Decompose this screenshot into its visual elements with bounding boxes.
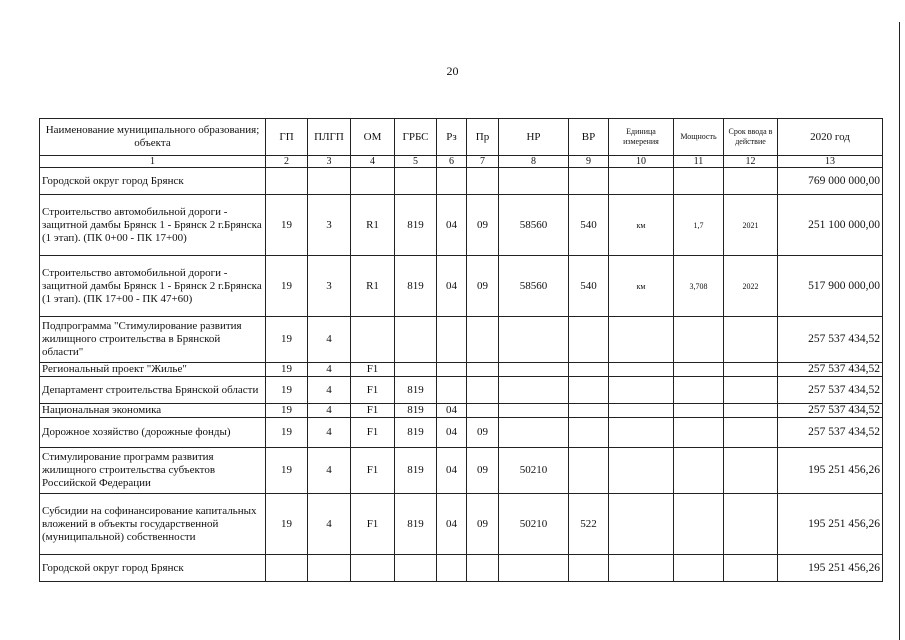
row-vr xyxy=(569,363,609,377)
row-power xyxy=(674,448,724,494)
row-power: 3,708 xyxy=(674,256,724,317)
row-nr: 58560 xyxy=(499,256,569,317)
row-name: Национальная экономика xyxy=(40,404,266,418)
row-grbs: 819 xyxy=(395,494,437,555)
row-grbs xyxy=(395,168,437,195)
row-gp: 19 xyxy=(266,195,308,256)
row-pr: 09 xyxy=(467,256,499,317)
row-unit xyxy=(609,418,674,448)
row-power xyxy=(674,317,724,363)
table-row xyxy=(40,168,883,195)
row-term: 2021 xyxy=(724,195,778,256)
row-nr xyxy=(499,377,569,404)
row-nr xyxy=(499,555,569,582)
row-amount: 251 100 000,00 xyxy=(778,195,883,256)
row-grbs: 819 xyxy=(395,404,437,418)
header-power: Мощность xyxy=(674,119,724,156)
row-grbs: 819 xyxy=(395,195,437,256)
row-rz: 04 xyxy=(437,494,467,555)
page-number: 20 xyxy=(446,64,459,78)
row-gp xyxy=(266,555,308,582)
column-number: 11 xyxy=(674,156,724,168)
row-amount: 517 900 000,00 xyxy=(778,256,883,317)
row-unit: км xyxy=(609,256,674,317)
row-rz: 04 xyxy=(437,404,467,418)
header-gp: ГП xyxy=(266,119,308,156)
row-pr: 09 xyxy=(467,494,499,555)
row-unit xyxy=(609,363,674,377)
row-amount: 257 537 434,52 xyxy=(778,418,883,448)
row-unit xyxy=(609,494,674,555)
row-om: F1 xyxy=(351,404,395,418)
row-vr: 522 xyxy=(569,494,609,555)
row-nr: 50210 xyxy=(499,448,569,494)
row-gp xyxy=(266,168,308,195)
row-grbs: 819 xyxy=(395,377,437,404)
row-name: Городской округ город Брянск xyxy=(40,555,266,582)
row-rz xyxy=(437,363,467,377)
row-pr xyxy=(467,317,499,363)
row-om xyxy=(351,168,395,195)
header-year: 2020 год xyxy=(778,119,883,156)
table-row xyxy=(40,555,883,582)
row-plgp: 4 xyxy=(308,363,351,377)
row-vr: 540 xyxy=(569,195,609,256)
column-number: 7 xyxy=(467,156,499,168)
row-name: Подпрограмма "Стимулирование развития жилищного строительства в Брянской области" xyxy=(40,317,266,363)
header-unit: Единица измерения xyxy=(609,119,674,156)
row-pr: 09 xyxy=(467,448,499,494)
row-plgp: 4 xyxy=(308,377,351,404)
column-number: 9 xyxy=(569,156,609,168)
header-nr: НР xyxy=(499,119,569,156)
page-edge-rule xyxy=(899,22,900,640)
table-row xyxy=(40,494,883,555)
row-grbs xyxy=(395,363,437,377)
table-header-row xyxy=(40,119,883,156)
row-pr: 09 xyxy=(467,418,499,448)
row-amount: 257 537 434,52 xyxy=(778,363,883,377)
row-term xyxy=(724,363,778,377)
row-plgp: 4 xyxy=(308,494,351,555)
row-vr xyxy=(569,168,609,195)
row-plgp: 3 xyxy=(308,195,351,256)
table-row xyxy=(40,404,883,418)
table-row xyxy=(40,418,883,448)
row-unit xyxy=(609,448,674,494)
row-amount: 257 537 434,52 xyxy=(778,404,883,418)
row-rz xyxy=(437,317,467,363)
row-plgp: 4 xyxy=(308,317,351,363)
row-grbs xyxy=(395,555,437,582)
row-rz xyxy=(437,555,467,582)
row-power xyxy=(674,404,724,418)
row-gp: 19 xyxy=(266,404,308,418)
table-row xyxy=(40,377,883,404)
row-grbs: 819 xyxy=(395,418,437,448)
row-unit xyxy=(609,317,674,363)
row-power xyxy=(674,377,724,404)
row-term xyxy=(724,494,778,555)
row-plgp xyxy=(308,555,351,582)
row-pr xyxy=(467,377,499,404)
row-term xyxy=(724,555,778,582)
row-nr xyxy=(499,317,569,363)
row-power xyxy=(674,168,724,195)
table-row xyxy=(40,256,883,317)
row-grbs: 819 xyxy=(395,256,437,317)
column-number: 10 xyxy=(609,156,674,168)
table-row xyxy=(40,448,883,494)
row-vr: 540 xyxy=(569,256,609,317)
row-vr xyxy=(569,377,609,404)
row-rz xyxy=(437,377,467,404)
row-gp: 19 xyxy=(266,317,308,363)
row-nr xyxy=(499,404,569,418)
column-number: 12 xyxy=(724,156,778,168)
row-pr xyxy=(467,168,499,195)
row-om xyxy=(351,317,395,363)
row-vr xyxy=(569,448,609,494)
row-gp: 19 xyxy=(266,448,308,494)
row-vr xyxy=(569,555,609,582)
row-power xyxy=(674,494,724,555)
column-number: 3 xyxy=(308,156,351,168)
row-pr xyxy=(467,555,499,582)
row-om: F1 xyxy=(351,448,395,494)
row-om: F1 xyxy=(351,377,395,404)
row-term xyxy=(724,448,778,494)
header-grbs: ГРБС xyxy=(395,119,437,156)
table-row xyxy=(40,195,883,256)
row-nr: 50210 xyxy=(499,494,569,555)
row-nr xyxy=(499,363,569,377)
row-term xyxy=(724,404,778,418)
header-om: ОМ xyxy=(351,119,395,156)
row-plgp: 3 xyxy=(308,256,351,317)
row-nr xyxy=(499,168,569,195)
row-term xyxy=(724,418,778,448)
row-plgp: 4 xyxy=(308,418,351,448)
row-unit xyxy=(609,377,674,404)
row-power xyxy=(674,418,724,448)
row-nr xyxy=(499,418,569,448)
row-om: R1 xyxy=(351,195,395,256)
header-vr: ВР xyxy=(569,119,609,156)
row-pr xyxy=(467,363,499,377)
column-number: 2 xyxy=(266,156,308,168)
row-om: F1 xyxy=(351,418,395,448)
row-amount: 195 251 456,26 xyxy=(778,555,883,582)
row-unit: км xyxy=(609,195,674,256)
table-row xyxy=(40,363,883,377)
row-grbs: 819 xyxy=(395,448,437,494)
column-number: 6 xyxy=(437,156,467,168)
row-name: Городской округ город Брянск xyxy=(40,168,266,195)
row-pr: 09 xyxy=(467,195,499,256)
header-name: Наименование муниципального образования; объекта xyxy=(40,119,266,156)
row-gp: 19 xyxy=(266,377,308,404)
column-number: 5 xyxy=(395,156,437,168)
row-om: F1 xyxy=(351,494,395,555)
table-row xyxy=(40,317,883,363)
row-name: Региональный проект "Жилье" xyxy=(40,363,266,377)
column-numbers-row xyxy=(40,156,883,168)
row-term: 2022 xyxy=(724,256,778,317)
row-vr xyxy=(569,317,609,363)
header-pr: Пр xyxy=(467,119,499,156)
row-unit xyxy=(609,168,674,195)
row-name: Департамент строительства Брянской области xyxy=(40,377,266,404)
row-unit xyxy=(609,555,674,582)
budget-table xyxy=(39,118,883,582)
row-rz: 04 xyxy=(437,256,467,317)
row-amount: 195 251 456,26 xyxy=(778,448,883,494)
row-amount: 257 537 434,52 xyxy=(778,317,883,363)
row-plgp xyxy=(308,168,351,195)
column-number: 4 xyxy=(351,156,395,168)
header-rz: Рз xyxy=(437,119,467,156)
row-vr xyxy=(569,404,609,418)
row-om: F1 xyxy=(351,363,395,377)
row-name: Строительство автомобильной дороги - защитной дамбы Брянск 1 - Брянск 2 г.Брянска (1 этап). (ПК 17+00 - ПК 47+60) xyxy=(40,256,266,317)
column-number: 1 xyxy=(40,156,266,168)
row-unit xyxy=(609,404,674,418)
row-om xyxy=(351,555,395,582)
row-gp: 19 xyxy=(266,256,308,317)
column-number: 13 xyxy=(778,156,883,168)
row-grbs xyxy=(395,317,437,363)
row-power xyxy=(674,555,724,582)
row-amount: 769 000 000,00 xyxy=(778,168,883,195)
row-nr: 58560 xyxy=(499,195,569,256)
row-power xyxy=(674,363,724,377)
row-gp: 19 xyxy=(266,418,308,448)
row-amount: 195 251 456,26 xyxy=(778,494,883,555)
row-gp: 19 xyxy=(266,363,308,377)
row-rz xyxy=(437,168,467,195)
row-rz: 04 xyxy=(437,195,467,256)
row-plgp: 4 xyxy=(308,404,351,418)
row-amount: 257 537 434,52 xyxy=(778,377,883,404)
row-name: Строительство автомобильной дороги - защитной дамбы Брянск 1 - Брянск 2 г.Брянска (1 этап). (ПК 0+00 - ПК 17+00) xyxy=(40,195,266,256)
row-om: R1 xyxy=(351,256,395,317)
row-rz: 04 xyxy=(437,448,467,494)
header-term: Срок ввода в действие xyxy=(724,119,778,156)
header-plgp: ПЛГП xyxy=(308,119,351,156)
row-term xyxy=(724,168,778,195)
row-name: Дорожное хозяйство (дорожные фонды) xyxy=(40,418,266,448)
row-name: Субсидии на софинансирование капитальных вложений в объекты государственной (муниципальной) собственности xyxy=(40,494,266,555)
row-term xyxy=(724,317,778,363)
row-pr xyxy=(467,404,499,418)
row-plgp: 4 xyxy=(308,448,351,494)
column-number: 8 xyxy=(499,156,569,168)
row-vr xyxy=(569,418,609,448)
row-power: 1,7 xyxy=(674,195,724,256)
row-rz: 04 xyxy=(437,418,467,448)
row-term xyxy=(724,377,778,404)
row-gp: 19 xyxy=(266,494,308,555)
row-name: Стимулирование программ развития жилищного строительства субъектов Российской Федерации xyxy=(40,448,266,494)
